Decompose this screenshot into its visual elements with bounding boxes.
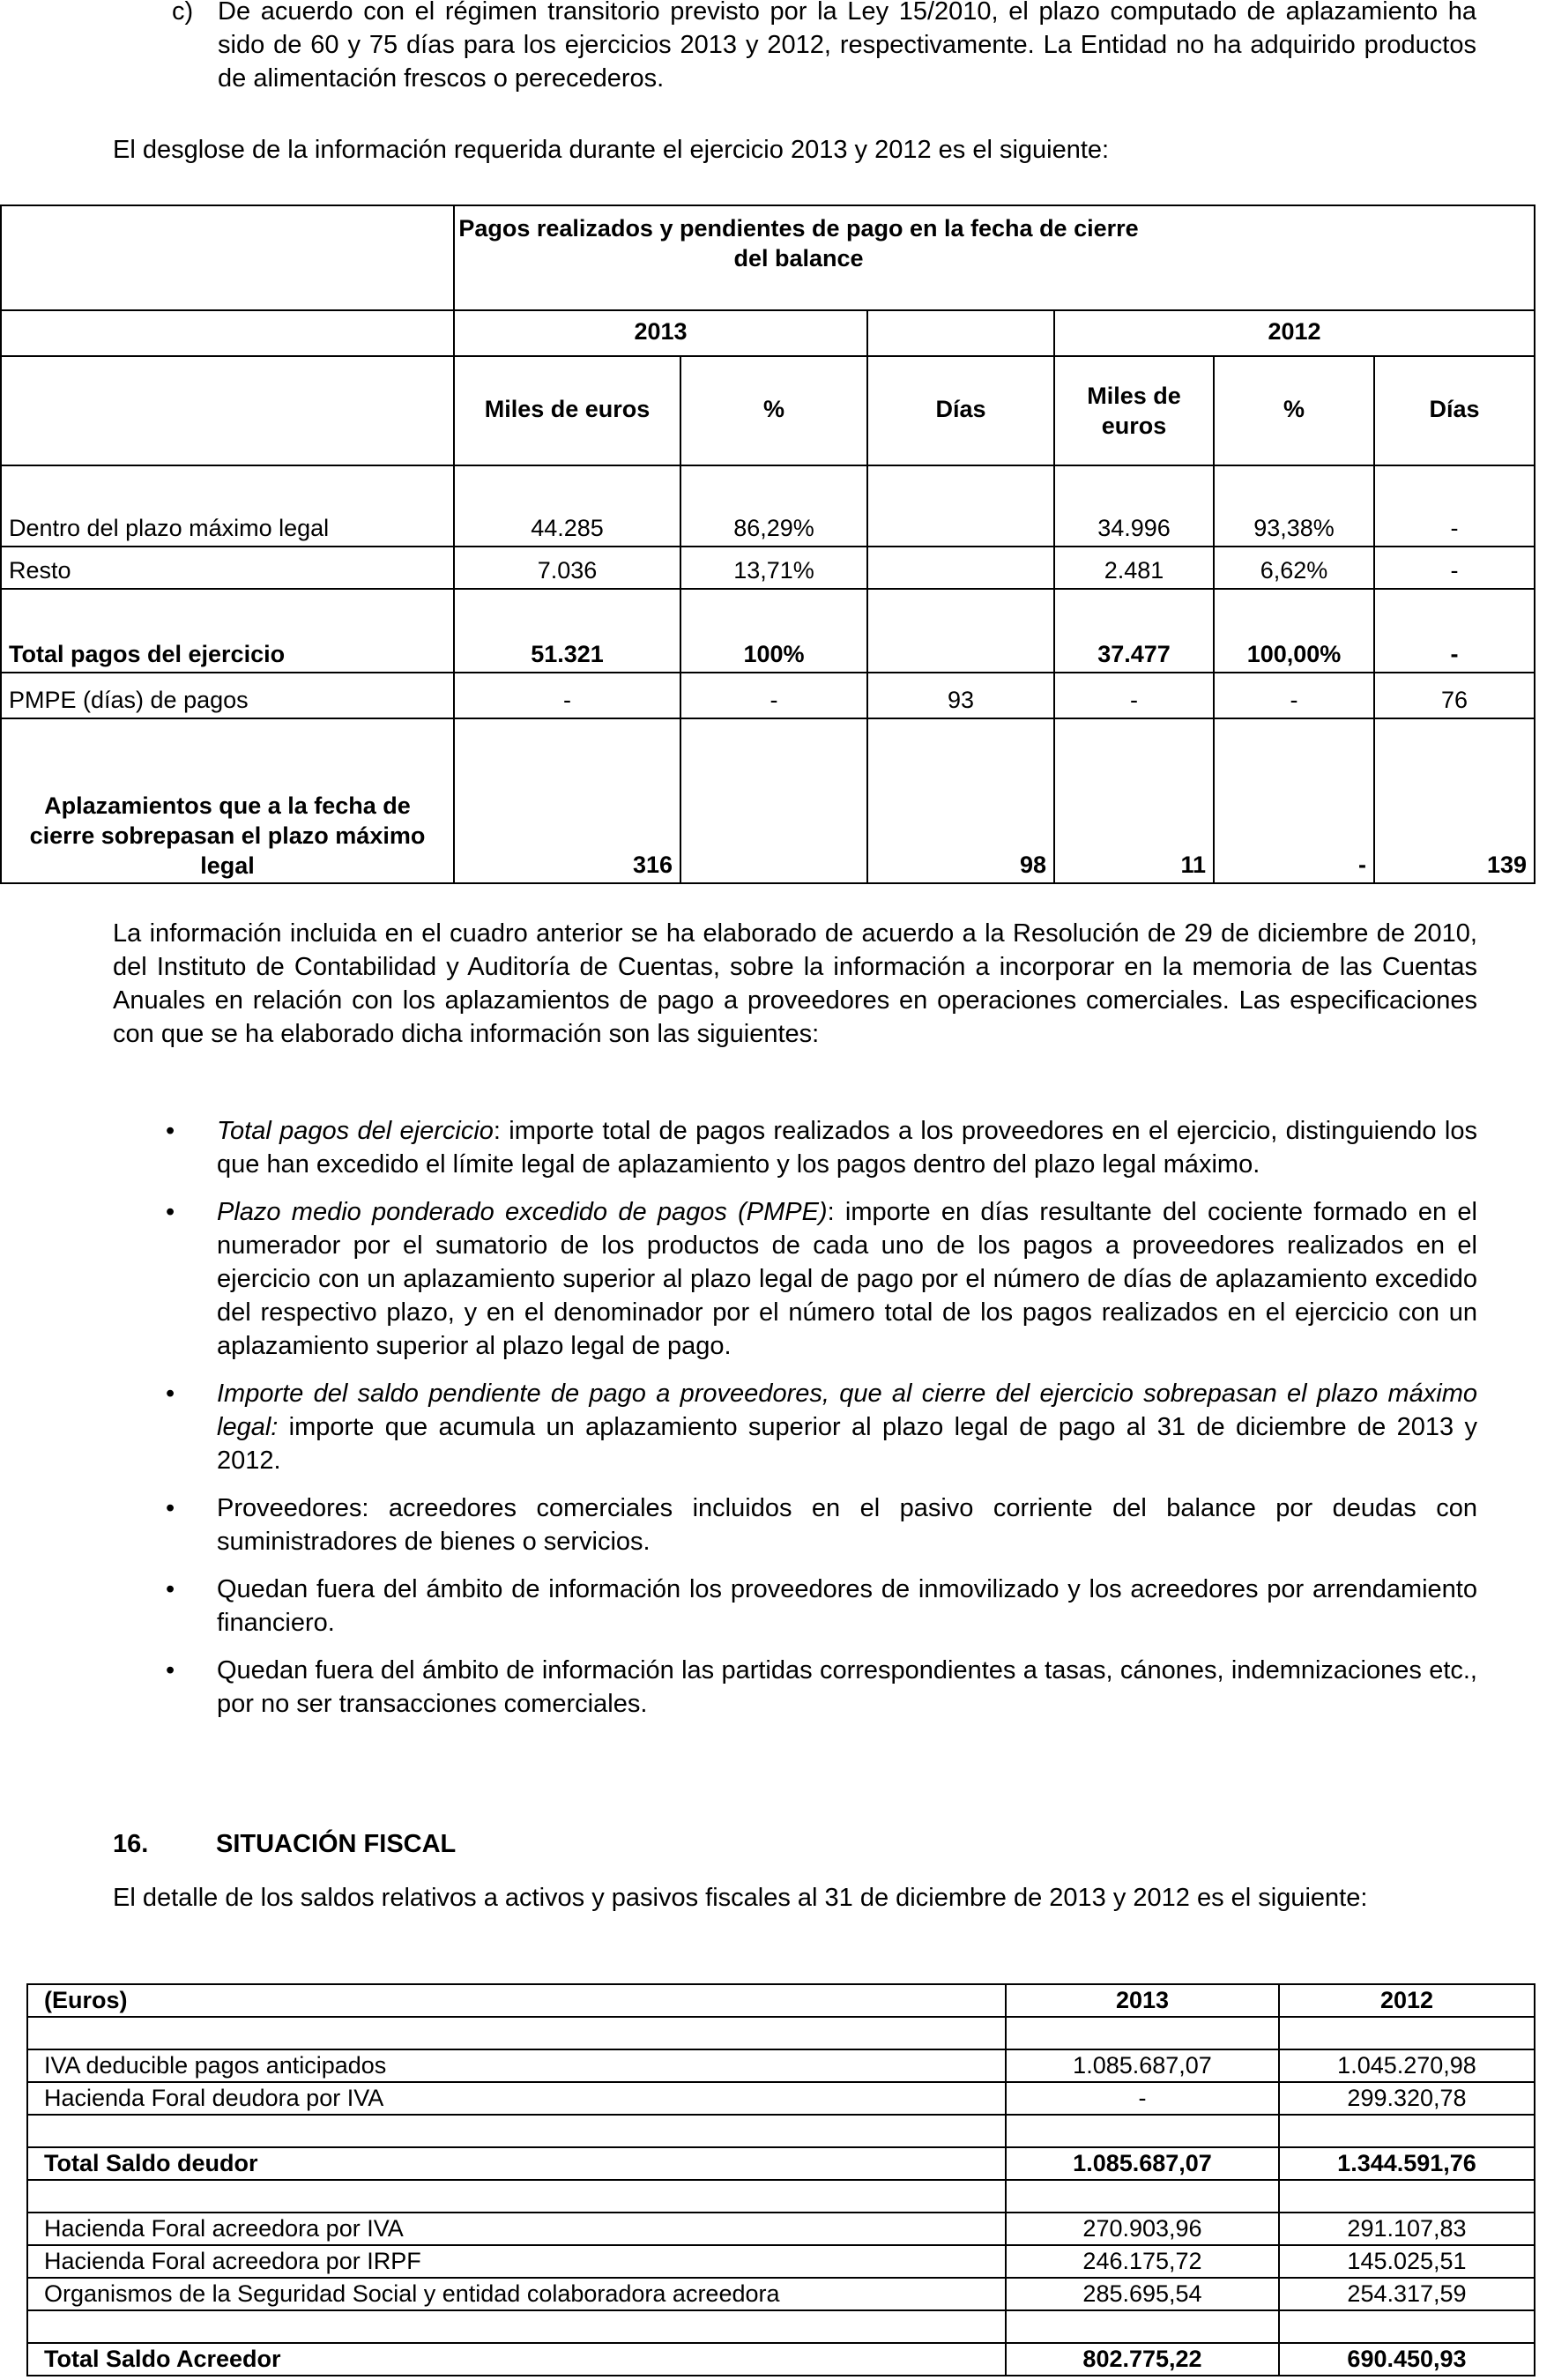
row-label: Hacienda Foral acreedora por IVA [27,2213,1006,2245]
cell-2012: 690.450,93 [1279,2343,1535,2376]
payments-header-cell [454,205,1535,310]
cell-pct-2013: 86,29% [680,465,867,547]
cell-2012 [1279,2017,1535,2049]
row-label: Total Saldo Acreedor [27,2343,1006,2376]
cell-2012 [1279,2310,1535,2343]
cell-miles-2013: 51.321 [454,589,680,673]
list-item [113,1654,1477,1721]
cell-dias-2013 [867,589,1054,673]
cell-dias-2012: 76 [1374,673,1535,718]
cell-pct-2013: - [680,673,867,718]
cell-2013 [1006,2180,1279,2213]
table-row-total [1,589,1535,673]
row-label: Aplazamientos que a la fecha de cierre sobrepasan el plazo máximo legal [1,718,454,883]
table-row [27,2310,1535,2343]
year-2012-header: 2012 [1054,310,1535,356]
cell-2012: 254.317,59 [1279,2278,1535,2310]
header-euros: (Euros) [27,1984,1006,2017]
table-row [27,2245,1535,2278]
list-item [113,1114,1477,1181]
cell-miles-2013: 316 [454,718,680,883]
header-2012: 2012 [1279,1984,1535,2017]
year-2013-header: 2013 [454,310,867,356]
row-label: Total Saldo deudor [27,2147,1006,2180]
cell-dias-2013: 98 [867,718,1054,883]
section-title: SITUACIÓN FISCAL [216,1830,457,1858]
cell-2013: - [1006,2082,1279,2115]
bullet-icon: • [166,1494,175,1522]
cell-2013: 285.695,54 [1006,2278,1279,2310]
bullet-text: : importe total de pagos realizados a los proveedores en el ejercicio, distinguiendo los que han excedido el límite legal de aplazamiento y los pagos dentro del plazo legal máximo. [217,1117,1477,1179]
row-label: Hacienda Foral deudora por IVA [27,2082,1006,2115]
table-corner [1,205,454,310]
cell-pct-2013 [680,718,867,883]
row-label [27,2180,1006,2213]
list-item [113,1491,1477,1558]
cell-miles-2012: 2.481 [1054,547,1214,589]
breakdown-intro: El desglose de la información requerida durante el ejercicio 2013 y 2012 es el siguiente: [113,136,1110,164]
cell-2012: 1.344.591,76 [1279,2147,1535,2180]
table-header-row [27,1984,1535,2017]
bullet-text: Quedan fuera del ámbito de información los proveedores de inmovilizado y los acreedores por arrendamiento financiero. [217,1575,1477,1637]
col-miles-2012: Miles de euros [1054,356,1214,465]
cell-2012: 291.107,83 [1279,2213,1535,2245]
cell-miles-2012: 34.996 [1054,465,1214,547]
bullet-text: Proveedores: acreedores comerciales incluidos en el pasivo corriente del balance por deudas con suministradores de bienes o servicios. [217,1494,1477,1556]
table-row [27,2278,1535,2310]
col-dias-2012: Días [1374,356,1535,465]
bullet-term: Plazo medio ponderado excedido de pagos (PMPE) [217,1198,828,1226]
cell-2013 [1006,2310,1279,2343]
row-label: IVA deducible pagos anticipados [27,2049,1006,2082]
cell-pct-2013: 100% [680,589,867,673]
row-label: Resto [1,547,454,589]
cell-pct-2012: - [1214,673,1374,718]
table-row [27,2115,1535,2147]
cell-dias-2013: 93 [867,673,1054,718]
fiscal-paragraph: El detalle de los saldos relativos a activos y pasivos fiscales al 31 de diciembre de 2013 y 2012 es el siguiente: [113,1884,1368,1912]
section-heading [113,1830,456,1859]
cell-2013: 1.085.687,07 [1006,2049,1279,2082]
cell-2012: 145.025,51 [1279,2245,1535,2278]
cell-miles-2012: 37.477 [1054,589,1214,673]
fiscal-table [26,1983,1535,2376]
cell-2013 [1006,2017,1279,2049]
cell-pct-2013: 13,71% [680,547,867,589]
row-label [27,2115,1006,2147]
section-number: 16. [113,1830,149,1858]
col-pct-2012: % [1214,356,1374,465]
cell-miles-2013: 44.285 [454,465,680,547]
cell-miles-2013: 7.036 [454,547,680,589]
row-label [27,2017,1006,2049]
bullet-term: Total pagos del ejercicio [217,1117,494,1145]
row-label [27,2310,1006,2343]
row-label: Dentro del plazo máximo legal [1,465,454,547]
cell-miles-2012: - [1054,673,1214,718]
cell-2012: 299.320,78 [1279,2082,1535,2115]
table-row [27,2180,1535,2213]
list-item [113,1573,1477,1640]
bullet-icon: • [166,1575,175,1603]
payments-table [0,205,1535,884]
table-row [27,2017,1535,2049]
list-item [113,1377,1477,1477]
cell-dias-2012: - [1374,465,1535,547]
row-label: Total pagos del ejercicio [1,589,454,673]
cell-2012 [1279,2180,1535,2213]
resolution-paragraph: La información incluida en el cuadro anterior se ha elaborado de acuerdo a la Resolución de 29 de diciembre de 2010, del Instituto de Contabilidad y Auditoría de Cuentas, sobre la información a incorporar en la memoria de las Cuentas Anuales en relación con los aplazamientos de pago a proveedores en operaciones comerciales. Las especificaciones con que se ha elaborado dicha información son las siguientes: [113,919,1477,1048]
bullet-icon: • [166,1380,175,1408]
cell-miles-2013: - [454,673,680,718]
row-label: Hacienda Foral acreedora por IRPF [27,2245,1006,2278]
table-row-total [27,2147,1535,2180]
cell-2013: 270.903,96 [1006,2213,1279,2245]
list-marker: c) [172,0,194,26]
header-2013: 2013 [1006,1984,1279,2017]
cell-pct-2012: - [1214,718,1374,883]
col-pct-2013: % [680,356,867,465]
cell-pct-2012: 100,00% [1214,589,1374,673]
intro-item-text: De acuerdo con el régimen transitorio previsto por la Ley 15/2010, el plazo computado de aplazamiento ha sido de 60 y 75 días para los ejercicios 2013 y 2012, respectivamente. La Entidad no ha adquirido productos de alimentación frescos o perecederos. [218,0,1476,93]
cell-2013: 802.775,22 [1006,2343,1279,2376]
col-dias-2013: Días [867,356,1054,465]
table-row [1,465,1535,547]
empty-cell [1,310,454,356]
cell-miles-2012: 11 [1054,718,1214,883]
bullet-icon: • [166,1198,175,1226]
bullet-text: Quedan fuera del ámbito de información las partidas correspondientes a tasas, cánones, indemnizaciones etc., por no ser transacciones comerciales. [217,1656,1477,1718]
empty-cell [867,310,1054,356]
table-row-deferrals [1,718,1535,883]
table-row [1,547,1535,589]
cell-dias-2013 [867,465,1054,547]
col-miles-2013: Miles de euros [454,356,680,465]
bullet-term: Importe del saldo pendiente de pago a proveedores, que al cierre del ejercicio sobrepasan el plazo máximo legal: [217,1380,1477,1441]
bullet-icon: • [166,1656,175,1685]
cell-2012: 1.045.270,98 [1279,2049,1535,2082]
cell-dias-2013 [867,547,1054,589]
cell-2013: 246.175,72 [1006,2245,1279,2278]
table-row [27,2213,1535,2245]
specifications-list [113,1114,1477,1735]
cell-pct-2012: 6,62% [1214,547,1374,589]
table-row-total [27,2343,1535,2376]
bullet-text: importe que acumula un aplazamiento superior al plazo legal de pago al 31 de diciembre de 2013 y 2012. [217,1413,1477,1475]
bullet-text: : importe en días resultante del cociente formado en el numerador por el sumatorio de los productos de cada uno de los pagos a proveedores realizados en el ejercicio con un aplazamiento superior al plazo legal de pago por el número de días de aplazamiento excedido del respectivo plazo, y en el denominador por el número total de los pagos realizados en el ejercicio con un aplazamiento superior al plazo legal de pago. [217,1198,1477,1360]
cell-2012 [1279,2115,1535,2147]
bullet-icon: • [166,1117,175,1145]
empty-cell [1,356,454,465]
cell-dias-2012: 139 [1374,718,1535,883]
table-row [27,2082,1535,2115]
table-row [27,2049,1535,2082]
cell-2013: 1.085.687,07 [1006,2147,1279,2180]
row-label: PMPE (días) de pagos [1,673,454,718]
cell-dias-2012: - [1374,547,1535,589]
table-row [1,673,1535,718]
cell-pct-2012: 93,38% [1214,465,1374,547]
cell-2013 [1006,2115,1279,2147]
row-label: Organismos de la Seguridad Social y entidad colaboradora acreedora [27,2278,1006,2310]
cell-dias-2012: - [1374,589,1535,673]
payments-header: Pagos realizados y pendientes de pago en la fecha de cierre del balance [458,215,1139,271]
list-item [113,1195,1477,1363]
